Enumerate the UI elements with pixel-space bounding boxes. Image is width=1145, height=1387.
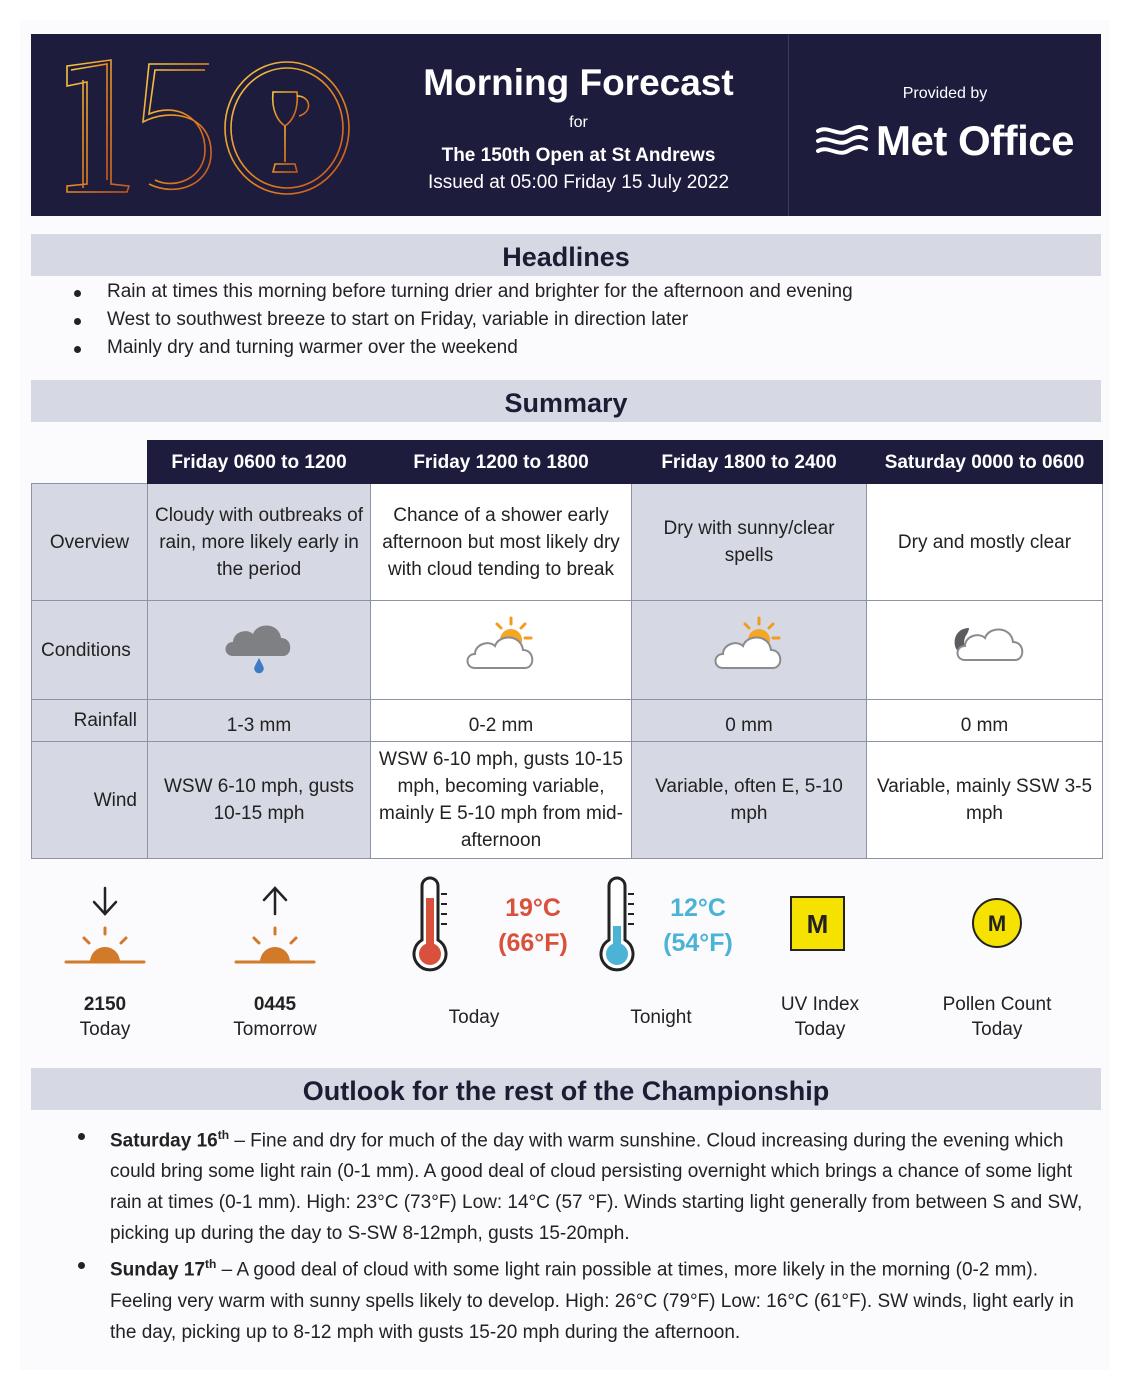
outlook-day-suffix: th <box>205 1257 217 1272</box>
conditions-cell <box>867 601 1103 700</box>
min-temp-label: Tonight <box>630 1007 692 1028</box>
rainfall-cell: 0 mm <box>867 700 1103 742</box>
max-temp-label: Today <box>448 1007 500 1028</box>
headlines-list <box>70 278 853 362</box>
forecast-header <box>31 34 1101 216</box>
min-temp-f: (54°F) <box>663 929 733 957</box>
summary-bar <box>31 380 1101 422</box>
page-title: Morning Forecast <box>423 62 734 103</box>
sunrise-icon <box>230 880 320 970</box>
table-row <box>32 700 1103 742</box>
table-row <box>32 742 1103 859</box>
rainfall-cell: 0 mm <box>632 700 867 742</box>
provided-by-label: Provided by <box>902 85 988 102</box>
event-name: The 150th Open at St Andrews <box>441 145 716 166</box>
overview-cell: Cloudy with outbreaks of rain, more likely early in the period <box>148 484 371 601</box>
outlook-day: Sunday 17 <box>110 1259 206 1281</box>
wind-cell: Variable, often E, 5-10 mph <box>632 742 867 859</box>
pollen-count-badge: M <box>972 898 1022 948</box>
sunny-intervals-icon <box>709 614 789 678</box>
table-row <box>32 601 1103 700</box>
pollen-count-label <box>927 992 1067 1042</box>
max-temp-f: (66°F) <box>498 929 568 957</box>
sunny-intervals-icon <box>461 614 541 678</box>
conditions-cell <box>148 601 371 700</box>
period-header: Friday 1200 to 1800 <box>371 441 632 484</box>
met-office-logo <box>814 116 1084 166</box>
sunrise-info <box>215 992 335 1042</box>
summary-title: Summary <box>504 388 628 418</box>
open-150-logo <box>59 52 359 202</box>
outlook-bar <box>31 1068 1101 1110</box>
period-header: Friday 1800 to 2400 <box>632 441 867 484</box>
wind-cell: Variable, mainly SSW 3-5 mph <box>867 742 1103 859</box>
outlook-text: – Fine and dry for much of the day with warm sunshine. Cloud increasing during the evening which could bring some light rain (0-1 mm). A good deal of cloud persisting overnight which brings a chance of some light rain at times (0-1 mm). High: 23°C (73°F) Low: 14°C (57 °F). Winds starting light generally from between S and SW, picking up during the day to S-SW 8-12mph, gusts 15-20mph. <box>110 1130 1083 1245</box>
overview-cell: Dry and mostly clear <box>867 484 1103 601</box>
for-label: for <box>569 114 588 131</box>
met-office-waves-icon <box>814 123 870 159</box>
row-label-wind: Wind <box>32 742 148 859</box>
sunset-time: 2150 <box>83 994 127 1015</box>
pollen-label-line1: Pollen Count <box>942 994 1052 1015</box>
sunset-icon <box>60 880 150 970</box>
summary-table <box>31 440 1103 859</box>
outlook-list <box>78 1120 1083 1348</box>
row-label-rainfall: Rainfall <box>32 700 148 742</box>
sunrise-day: Tomorrow <box>233 1019 317 1040</box>
uv-index-label <box>760 992 880 1042</box>
row-label-overview: Overview <box>32 484 148 601</box>
list-item <box>78 1249 1083 1347</box>
outlook-day-suffix: th <box>217 1128 230 1142</box>
list-item <box>78 1120 1083 1249</box>
rainfall-cell: 1-3 mm <box>148 700 371 742</box>
table-row <box>32 484 1103 601</box>
pollen-label-line2: Today <box>971 1019 1023 1040</box>
thermometer-cold-icon <box>592 876 642 974</box>
table-header-row <box>32 441 1103 484</box>
wind-cell: WSW 6-10 mph, gusts 10-15 mph <box>148 742 371 859</box>
min-temp-c: 12°C <box>670 894 726 922</box>
sunset-info <box>55 992 155 1042</box>
list-item: West to southwest breeze to start on Friday, variable in direction later <box>70 306 853 334</box>
table-corner <box>32 441 148 484</box>
thermometer-hot-icon <box>405 876 455 974</box>
sunrise-time: 0445 <box>253 994 297 1015</box>
sunset-day: Today <box>79 1019 131 1040</box>
overview-cell: Dry with sunny/clear spells <box>632 484 867 601</box>
overview-cell: Chance of a shower early afternoon but most likely dry with cloud tending to break <box>371 484 632 601</box>
rainfall-cell: 0-2 mm <box>371 700 632 742</box>
header-divider <box>788 34 789 216</box>
period-header: Friday 0600 to 1200 <box>148 441 371 484</box>
max-temp-c: 19°C <box>505 894 561 922</box>
headlines-title: Headlines <box>502 242 630 272</box>
conditions-cell <box>632 601 867 700</box>
outlook-text: – A good deal of cloud with some light rain possible at times, more likely in the morning (0-2 mm). Feeling very warm with sunny spells likely to develop. High: 26°C (79°F) Low: 16°C (61°F). SW winds, light early in the day, picking up to 8-12 mph with gusts 15-20 mph during the afternoon. <box>110 1259 1074 1343</box>
outlook-title: Outlook for the rest of the Championship <box>302 1076 830 1106</box>
uv-index-badge: M <box>790 896 845 951</box>
min-temperature <box>648 891 748 961</box>
uv-label-line1: UV Index <box>780 994 860 1015</box>
wind-cell: WSW 6-10 mph, gusts 10-15 mph, becoming variable, mainly E 5-10 mph from mid-afternoon <box>371 742 632 859</box>
period-header: Saturday 0000 to 0600 <box>867 441 1103 484</box>
clear-night-cloud-icon <box>943 616 1027 676</box>
list-item: Mainly dry and turning warmer over the weekend <box>70 334 853 362</box>
rain-cloud-icon <box>219 614 299 678</box>
max-temperature <box>483 891 583 961</box>
row-label-conditions: Conditions <box>32 601 148 700</box>
outlook-day: Saturday 16 <box>110 1130 218 1152</box>
conditions-cell <box>371 601 632 700</box>
list-item: Rain at times this morning before turning drier and brighter for the afternoon and evening <box>70 278 853 306</box>
issued-time: Issued at 05:00 Friday 15 July 2022 <box>427 172 730 193</box>
headlines-bar <box>31 234 1101 276</box>
uv-label-line2: Today <box>794 1019 846 1040</box>
provider-name: Met Office <box>876 117 1075 164</box>
